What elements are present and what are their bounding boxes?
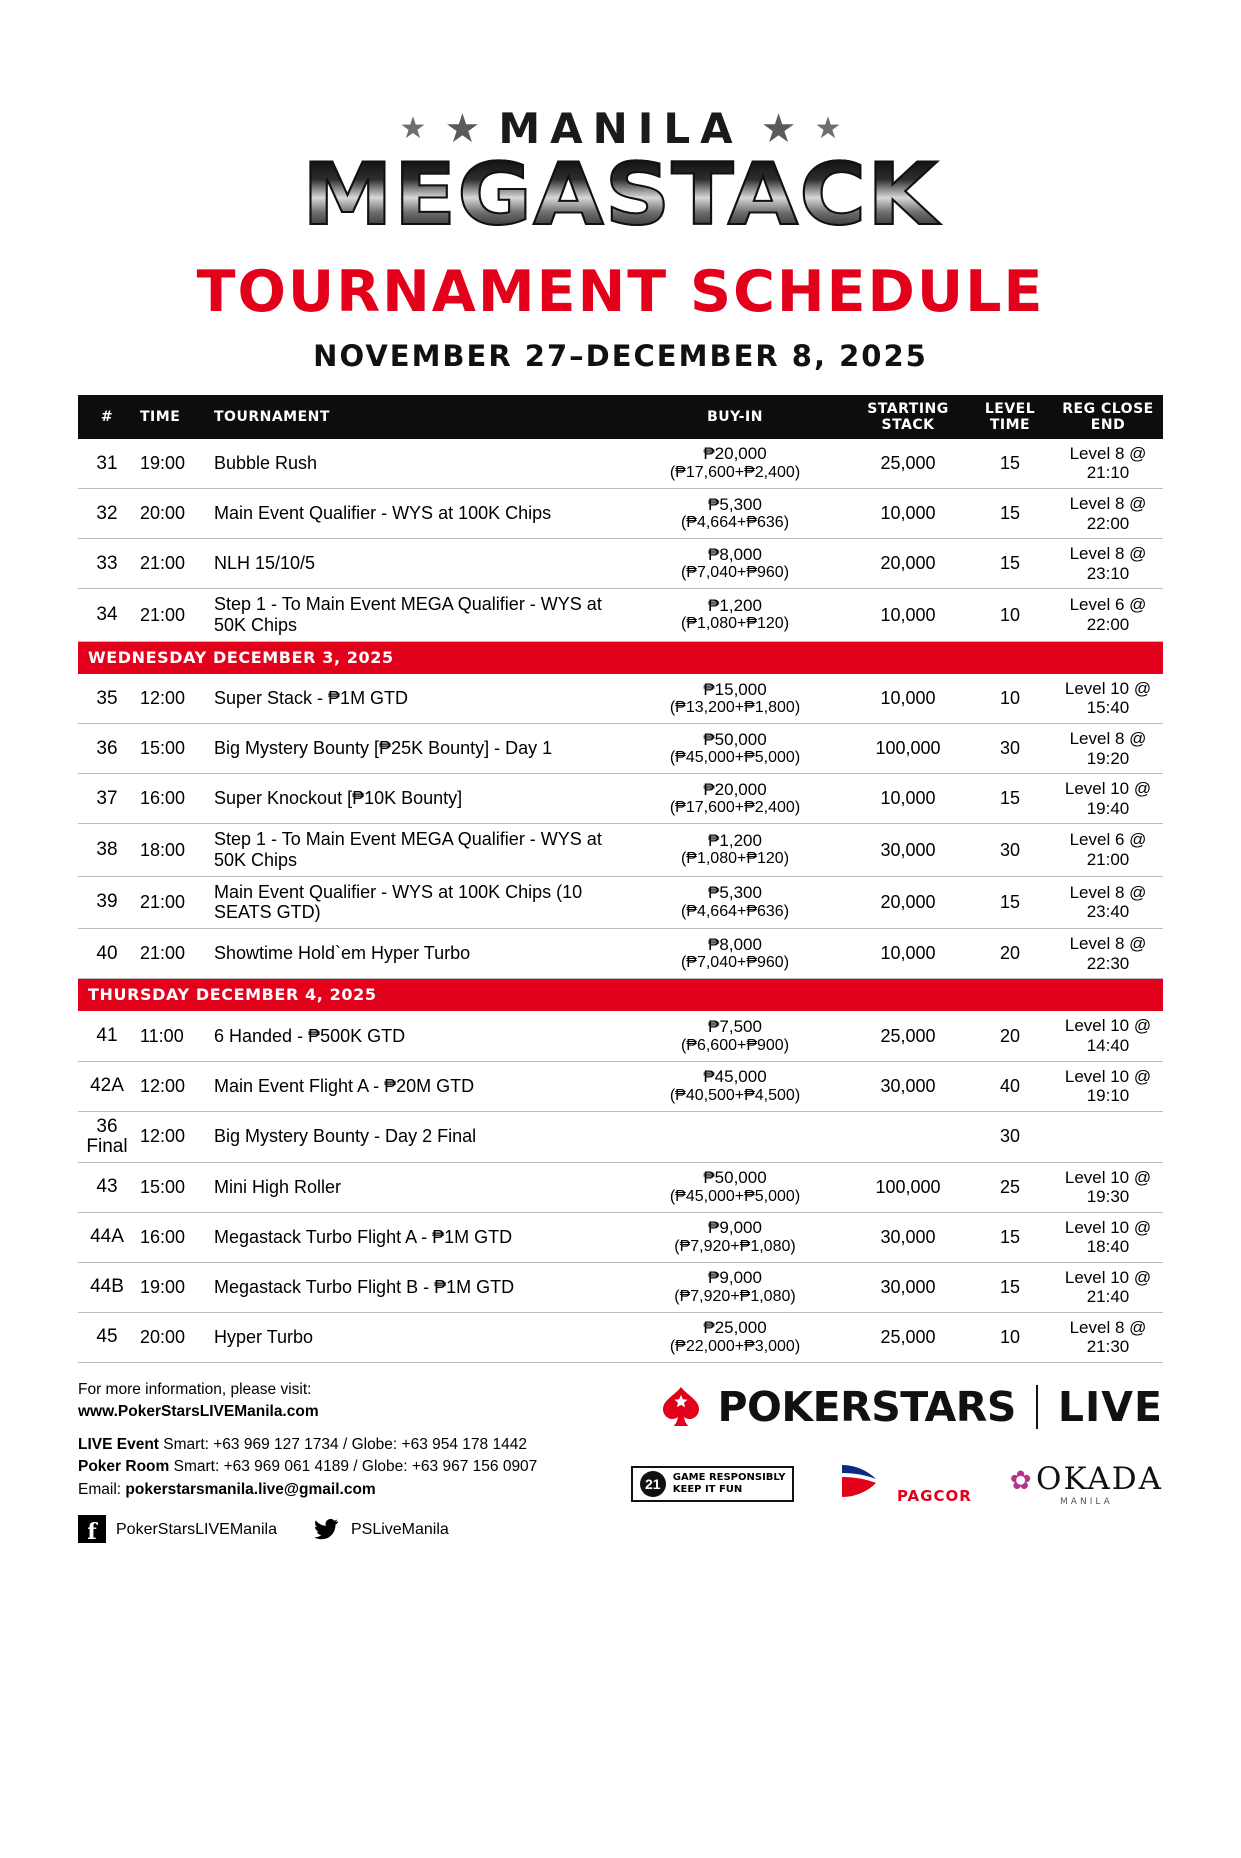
event-name: NLH 15/10/5 [210, 539, 621, 589]
event-time: 21:00 [136, 876, 210, 928]
event-level-time: 40 [967, 1061, 1053, 1111]
event-level-time: 15 [967, 439, 1053, 489]
footer [78, 1379, 1163, 1546]
event-level-time: 10 [967, 674, 1053, 724]
event-name: 6 Handed - ₱500K GTD [210, 1011, 621, 1061]
footer-brand-block [631, 1379, 1163, 1507]
event-reg-close: Level 8 @ 23:40 [1053, 876, 1163, 928]
okada-logo [1010, 1461, 1163, 1507]
tournament-schedule-table [78, 395, 1163, 1363]
table-row [78, 1212, 1163, 1262]
event-starting-stack: 25,000 [849, 1312, 967, 1362]
table-row [78, 928, 1163, 978]
event-level-time: 30 [967, 1111, 1053, 1162]
col-level-line2: TIME [989, 416, 1031, 433]
event-level-time: 15 [967, 539, 1053, 589]
event-time: 21:00 [136, 928, 210, 978]
event-starting-stack: 10,000 [849, 674, 967, 724]
event-number: 32 [78, 488, 136, 538]
event-starting-stack: 30,000 [849, 1061, 967, 1111]
event-buyin: ₱25,000 (₱22,000+₱3,000) [621, 1312, 849, 1362]
table-row [78, 724, 1163, 774]
live-event-value: Smart: +63 969 127 1734 / Globe: +63 954 178 1442 [163, 1435, 527, 1453]
day-separator-row [78, 979, 1163, 1012]
event-level-time: 15 [967, 1212, 1053, 1262]
col-starting-stack-line1: STARTING [867, 400, 949, 417]
twitter-handle[interactable]: PSLiveManila [350, 1520, 449, 1538]
event-number: 40 [78, 928, 136, 978]
col-time: TIME [136, 395, 210, 439]
event-time: 21:00 [136, 539, 210, 589]
event-level-time: 10 [967, 1312, 1053, 1362]
star-icon: ★ [399, 111, 427, 145]
event-name: Megastack Turbo Flight A - ₱1M GTD [210, 1212, 621, 1262]
col-reg-close [1053, 395, 1163, 439]
event-time: 12:00 [136, 1061, 210, 1111]
twitter-icon[interactable] [311, 1516, 341, 1542]
table-row [78, 1162, 1163, 1212]
event-level-time: 15 [967, 488, 1053, 538]
table-row [78, 1011, 1163, 1061]
event-time: 19:00 [136, 1262, 210, 1312]
event-time: 11:00 [136, 1011, 210, 1061]
date-range: NOVEMBER 27–DECEMBER 8, 2025 [313, 338, 928, 373]
event-time: 20:00 [136, 488, 210, 538]
event-reg-close: Level 10 @ 15:40 [1053, 674, 1163, 724]
event-time: 18:00 [136, 824, 210, 876]
event-buyin [621, 1111, 849, 1162]
col-level-line1: LEVEL [984, 400, 1036, 417]
website-link[interactable]: www.PokerStarsLIVEManila.com [78, 1403, 319, 1421]
event-buyin: ₱5,300 (₱4,664+₱636) [621, 488, 849, 538]
table-row [78, 488, 1163, 538]
game-responsibly-badge [631, 1466, 795, 1502]
event-time: 16:00 [136, 1212, 210, 1262]
page-title: MEGASTACK [45, 155, 1195, 237]
col-tournament: TOURNAMENT [210, 395, 621, 439]
event-number: 34 [78, 589, 136, 641]
event-starting-stack: 30,000 [849, 1212, 967, 1262]
event-starting-stack: 25,000 [849, 439, 967, 489]
partner-logos [631, 1461, 1163, 1507]
event-reg-close: Level 8 @ 23:10 [1053, 539, 1163, 589]
col-number: # [78, 395, 136, 439]
table-body [78, 439, 1163, 1363]
event-reg-close: Level 6 @ 21:00 [1053, 824, 1163, 876]
col-starting-stack [849, 395, 967, 439]
email-contact [78, 1479, 537, 1501]
pagcor-wordmark: PAGCOR [896, 1487, 972, 1506]
event-buyin: ₱9,000 (₱7,920+₱1,080) [621, 1212, 849, 1262]
event-level-time: 15 [967, 876, 1053, 928]
event-starting-stack: 10,000 [849, 488, 967, 538]
okada-wordmark: OKADA [1036, 1460, 1163, 1497]
event-buyin: ₱15,000 (₱13,200+₱1,800) [621, 674, 849, 724]
event-time: 21:00 [136, 589, 210, 641]
event-number: 43 [78, 1162, 136, 1212]
event-starting-stack [849, 1111, 967, 1162]
footer-contact-block [78, 1379, 538, 1546]
day-separator-row [78, 641, 1163, 674]
table-row [78, 539, 1163, 589]
event-reg-close: Level 8 @ 22:00 [1053, 488, 1163, 538]
gr-line-1: GAME RESPONSIBLY [672, 1471, 786, 1483]
event-level-time: 30 [967, 824, 1053, 876]
event-number: 36 [78, 724, 136, 774]
pagcor-mark-icon [832, 1461, 892, 1501]
event-number: 41 [78, 1011, 136, 1061]
poker-room-label: Poker Room [78, 1458, 170, 1476]
pokerstars-live-logo [631, 1383, 1163, 1431]
col-reg-line2: END [1090, 416, 1126, 433]
event-reg-close: Level 10 @ 21:40 [1053, 1262, 1163, 1312]
event-buyin: ₱20,000 (₱17,600+₱2,400) [621, 439, 849, 489]
event-buyin: ₱1,200 (₱1,080+₱120) [621, 824, 849, 876]
event-time: 12:00 [136, 1111, 210, 1162]
event-name: Megastack Turbo Flight B - ₱1M GTD [210, 1262, 621, 1312]
flower-icon: ✿ [1009, 1464, 1032, 1495]
event-name: Showtime Hold`em Hyper Turbo [210, 928, 621, 978]
star-icon: ★ [760, 106, 797, 151]
table-row [78, 439, 1163, 489]
event-buyin: ₱45,000 (₱40,500+₱4,500) [621, 1061, 849, 1111]
event-reg-close: Level 10 @ 19:40 [1053, 774, 1163, 824]
event-time: 15:00 [136, 724, 210, 774]
event-starting-stack: 10,000 [849, 928, 967, 978]
table-row [78, 824, 1163, 876]
col-level-time [967, 395, 1053, 439]
table-row [78, 876, 1163, 928]
logo-divider [1036, 1385, 1038, 1429]
table-row [78, 1111, 1163, 1162]
info-line: For more information, please visit: [78, 1380, 312, 1398]
event-starting-stack: 30,000 [849, 1262, 967, 1312]
brand-word: MANILA [498, 104, 743, 153]
event-buyin: ₱5,300 (₱4,664+₱636) [621, 876, 849, 928]
event-number: 45 [78, 1312, 136, 1362]
gr-line-2: KEEP IT FUN [672, 1483, 743, 1495]
event-reg-close: Level 6 @ 22:00 [1053, 589, 1163, 641]
event-buyin: ₱7,500 (₱6,600+₱900) [621, 1011, 849, 1061]
event-reg-close: Level 8 @ 22:30 [1053, 928, 1163, 978]
star-icon: ★ [444, 106, 481, 151]
event-number: 44A [78, 1212, 136, 1262]
event-name: Big Mystery Bounty - Day 2 Final [210, 1111, 621, 1162]
age-21-icon: 21 [640, 1471, 666, 1497]
table-header [78, 395, 1163, 439]
event-reg-close: Level 10 @ 19:10 [1053, 1061, 1163, 1111]
event-name: Main Event Flight A - ₱20M GTD [210, 1061, 621, 1111]
event-starting-stack: 30,000 [849, 824, 967, 876]
facebook-handle[interactable]: PokerStarsLIVEManila [116, 1520, 277, 1538]
table-row [78, 1262, 1163, 1312]
event-time: 12:00 [136, 674, 210, 724]
email-label: Email: [78, 1480, 122, 1498]
event-number: 31 [78, 439, 136, 489]
event-level-time: 15 [967, 1262, 1053, 1312]
event-reg-close: Level 10 @ 19:30 [1053, 1162, 1163, 1212]
event-name: Hyper Turbo [210, 1312, 621, 1362]
event-reg-close: Level 8 @ 21:10 [1053, 439, 1163, 489]
event-name: Super Knockout [₱10K Bounty] [210, 774, 621, 824]
event-time: 19:00 [136, 439, 210, 489]
event-buyin: ₱1,200 (₱1,080+₱120) [621, 589, 849, 641]
event-number: 35 [78, 674, 136, 724]
facebook-icon[interactable]: f [78, 1515, 106, 1543]
col-buyin: BUY-IN [621, 395, 849, 439]
event-number: 36 Final [78, 1111, 136, 1162]
day-separator-label: THURSDAY DECEMBER 4, 2025 [78, 979, 1163, 1012]
event-level-time: 20 [967, 1011, 1053, 1061]
pokerstars-wordmark: POKERSTARS [717, 1382, 1016, 1431]
event-name: Step 1 - To Main Event MEGA Qualifier - WYS at 50K Chips [210, 589, 621, 641]
event-name: Main Event Qualifier - WYS at 100K Chips (10 SEATS GTD) [210, 876, 621, 928]
event-buyin: ₱9,000 (₱7,920+₱1,080) [621, 1262, 849, 1312]
event-name: Super Stack - ₱1M GTD [210, 674, 621, 724]
event-time: 16:00 [136, 774, 210, 824]
pagcor-logo [832, 1461, 971, 1506]
game-responsibly-text [673, 1472, 786, 1496]
event-starting-stack: 20,000 [849, 876, 967, 928]
event-number: 39 [78, 876, 136, 928]
event-buyin: ₱8,000 (₱7,040+₱960) [621, 928, 849, 978]
event-name: Mini High Roller [210, 1162, 621, 1212]
event-level-time: 15 [967, 774, 1053, 824]
event-starting-stack: 20,000 [849, 539, 967, 589]
star-icon: ★ [814, 111, 842, 145]
event-time: 20:00 [136, 1312, 210, 1362]
event-buyin: ₱20,000 (₱17,600+₱2,400) [621, 774, 849, 824]
event-starting-stack: 100,000 [849, 724, 967, 774]
event-number: 38 [78, 824, 136, 876]
event-buyin: ₱8,000 (₱7,040+₱960) [621, 539, 849, 589]
event-starting-stack: 10,000 [849, 774, 967, 824]
event-level-time: 10 [967, 589, 1053, 641]
page-subtitle: TOURNAMENT SCHEDULE [196, 258, 1045, 325]
event-starting-stack: 25,000 [849, 1011, 967, 1061]
event-level-time: 30 [967, 724, 1053, 774]
event-name: Main Event Qualifier - WYS at 100K Chips [210, 488, 621, 538]
poker-room-value: Smart: +63 969 061 4189 / Globe: +63 967 156 0907 [173, 1458, 538, 1476]
email-value[interactable]: pokerstarsmanila.live@gmail.com [125, 1480, 376, 1498]
schedule-page [0, 104, 1241, 1546]
table-row [78, 589, 1163, 641]
col-starting-stack-line2: STACK [881, 416, 935, 433]
okada-sub: MANILA [1060, 1496, 1113, 1507]
event-level-time: 20 [967, 928, 1053, 978]
event-reg-close: Level 8 @ 19:20 [1053, 724, 1163, 774]
event-buyin: ₱50,000 (₱45,000+₱5,000) [621, 1162, 849, 1212]
event-buyin: ₱50,000 (₱45,000+₱5,000) [621, 724, 849, 774]
social-links [78, 1515, 537, 1546]
event-reg-close [1053, 1111, 1163, 1162]
event-time: 15:00 [136, 1162, 210, 1212]
event-level-time: 25 [967, 1162, 1053, 1212]
event-starting-stack: 100,000 [849, 1162, 967, 1212]
event-number: 44B [78, 1262, 136, 1312]
event-starting-stack: 10,000 [849, 589, 967, 641]
table-row [78, 674, 1163, 724]
event-reg-close: Level 10 @ 18:40 [1053, 1212, 1163, 1262]
event-name: Big Mystery Bounty [₱25K Bounty] - Day 1 [210, 724, 621, 774]
event-reg-close: Level 10 @ 14:40 [1053, 1011, 1163, 1061]
live-wordmark: LIVE [1057, 1382, 1163, 1431]
poker-room-contact [78, 1456, 537, 1478]
table-row [78, 774, 1163, 824]
col-reg-line1: REG CLOSE [1062, 400, 1154, 417]
event-number: 33 [78, 539, 136, 589]
spade-icon [659, 1385, 703, 1429]
live-event-contact [78, 1434, 537, 1456]
live-event-label: LIVE Event [78, 1435, 159, 1453]
event-number: 42A [78, 1061, 136, 1111]
event-name: Step 1 - To Main Event MEGA Qualifier - WYS at 50K Chips [210, 824, 621, 876]
event-name: Bubble Rush [210, 439, 621, 489]
table-row [78, 1312, 1163, 1362]
table-row [78, 1061, 1163, 1111]
event-reg-close: Level 8 @ 21:30 [1053, 1312, 1163, 1362]
day-separator-label: WEDNESDAY DECEMBER 3, 2025 [78, 641, 1163, 674]
event-number: 37 [78, 774, 136, 824]
